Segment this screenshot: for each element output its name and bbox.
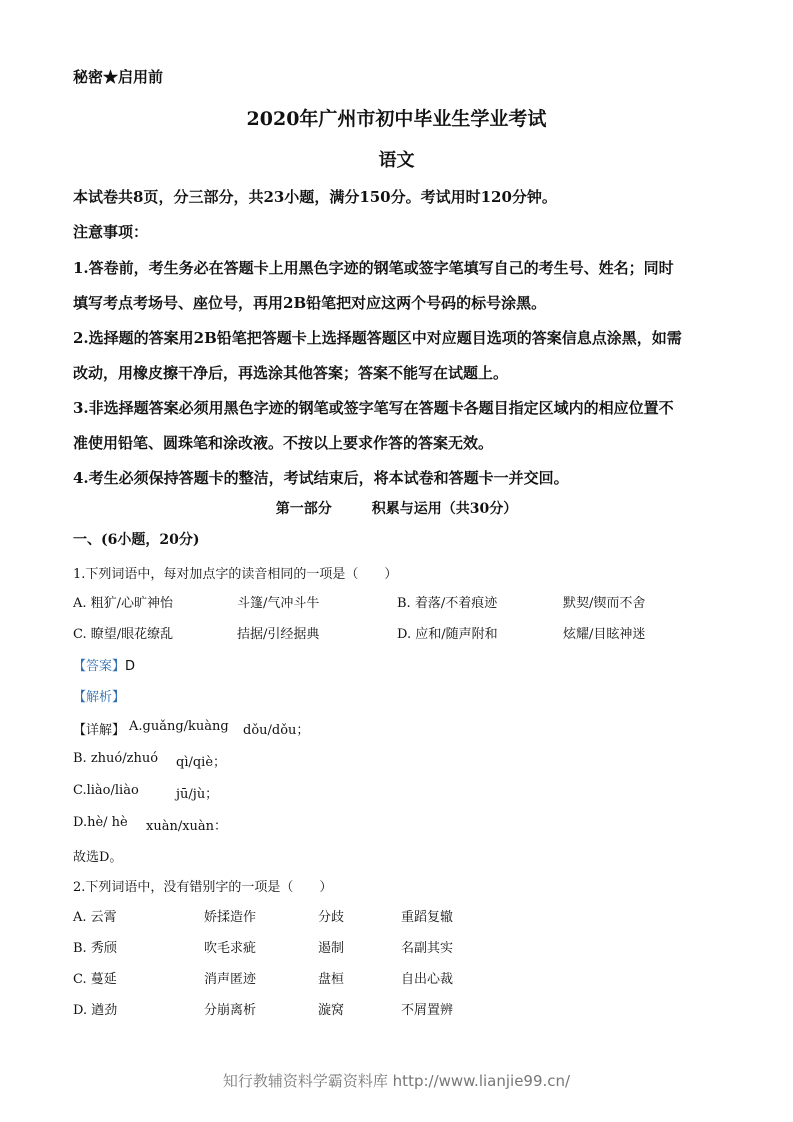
exam-title: 2020年广州市初中毕业生学业考试 <box>246 108 547 130</box>
q1-option-c-word2: 拮据/引经据典 <box>237 627 320 642</box>
detail-pinyin-2: dǒu/dǒu； <box>243 723 310 738</box>
analysis-tag: 【解析】 <box>73 690 126 705</box>
q1-option-b-word2: 默契/锲而不舍 <box>563 596 646 611</box>
secret-label: 秘密★启用前 <box>73 68 164 86</box>
detail-pinyin-1: C.liào/liào <box>73 783 139 798</box>
q1-option-d-word1: D. 应和/随声附和 <box>397 627 498 642</box>
q1-detail-row <box>73 751 473 769</box>
q1-detail-row <box>73 815 473 833</box>
detail-pinyin-1: B. zhuó/zhuó <box>73 751 159 766</box>
q2-option-row <box>73 999 573 1017</box>
detail-pinyin-2: jū/jù； <box>176 787 219 802</box>
detail-pinyin-1: D.hè/ hè <box>73 815 128 830</box>
notice-line: 准使用铅笔、圆珠笔和涂改液。不按以上要求作答的答案无效。 <box>73 434 494 452</box>
q2-option-word3: 漩窝 <box>318 1003 345 1018</box>
footer-watermark: 知行教辅资料学霸资料库 http://www.lianjie99.cn/ <box>222 1072 571 1090</box>
q1-option-d-word2: 炫耀/目眩神迷 <box>563 627 646 642</box>
detail-pinyin-2: xuàn/xuàn： <box>146 819 228 834</box>
q1-detail-row <box>73 719 473 737</box>
q2-option-word2: 消声匿迹 <box>204 972 257 987</box>
q1-conclusion: 故选D。 <box>73 850 123 865</box>
q2-option-word4: 名副其实 <box>401 941 454 956</box>
notice-line: 1.答卷前，考生务必在答题卡上用黑色字迹的钢笔或签字笔填写自己的考生号、姓名；同时 <box>73 259 674 277</box>
q1-option-c-word1: C. 瞭望/眼花缭乱 <box>73 627 174 642</box>
notice-line: 填写考点考场号、座位号，再用2B铅笔把对应这两个号码的标号涂黑。 <box>73 294 547 312</box>
detail-pinyin-1: A.guǎng/kuàng <box>129 719 229 734</box>
q2-option-word4: 重蹈复辙 <box>401 910 454 925</box>
section-heading: 一、(6小题，20分) <box>73 532 200 548</box>
notice-line: 改动，用橡皮擦干净后，再选涂其他答案；答案不能写在试题上。 <box>73 364 509 382</box>
q2-option-word1: D. 遒劲 <box>73 1003 118 1018</box>
question-1-stem: 1.下列词语中，每对加点字的读音相同的一项是（ ） <box>73 567 398 582</box>
q2-option-word2: 分崩离析 <box>204 1003 257 1018</box>
q2-option-word3: 分歧 <box>318 910 345 925</box>
q2-option-row <box>73 968 573 986</box>
q1-option-a-word2: 斗篷/气冲斗牛 <box>237 596 320 611</box>
q2-option-word1: A. 云霄 <box>73 910 117 925</box>
answer-tag: 【答案】 <box>73 659 126 674</box>
part-label: 第一部分 <box>275 501 332 517</box>
exam-intro: 本试卷共8页，分三部分，共23小题，满分150分。考试用时120分钟。 <box>73 188 557 206</box>
q2-option-word3: 盘桓 <box>318 972 345 987</box>
detail-tag: 【详解】 <box>73 723 126 738</box>
q2-option-word4: 不屑置辨 <box>401 1003 454 1018</box>
q1-options-row-2 <box>73 623 723 641</box>
q1-option-a-word1: A. 粗犷/心旷神怡 <box>73 596 174 611</box>
q2-option-row <box>73 906 573 924</box>
q1-detail-row <box>73 783 473 801</box>
part-name: 积累与运用（共30分） <box>371 501 518 517</box>
q1-option-b-word1: B. 着落/不着痕迹 <box>397 596 498 611</box>
q2-option-word2: 娇揉造作 <box>204 910 257 925</box>
q2-option-word1: B. 秀颀 <box>73 941 117 956</box>
q2-option-word1: C. 蔓延 <box>73 972 117 987</box>
notice-heading: 注意事项： <box>73 223 149 241</box>
q2-option-row <box>73 937 573 955</box>
detail-pinyin-2: qì/qiè； <box>176 755 227 770</box>
question-2-stem: 2.下列词语中，没有错别字的一项是（ ） <box>73 880 333 895</box>
notice-line: 2.选择题的答案用2B铅笔把答题卡上选择题答题区中对应题目选项的答案信息点涂黑，如需 <box>73 329 682 347</box>
q2-option-word3: 遏制 <box>318 941 345 956</box>
q2-option-word4: 自出心裁 <box>401 972 454 987</box>
notice-line: 3.非选择题答案必须用黑色字迹的钢笔或签字笔写在答题卡各题目指定区域内的相应位置不 <box>73 399 674 417</box>
q1-answer <box>73 655 135 674</box>
q1-options-row-1 <box>73 592 723 610</box>
part-heading <box>0 498 793 518</box>
answer-value: D <box>125 659 136 674</box>
notice-line: 4.考生必须保持答题卡的整洁，考试结束后，将本试卷和答题卡一并交回。 <box>73 469 569 487</box>
q2-option-word2: 吹毛求疵 <box>204 941 257 956</box>
subject-title: 语文 <box>378 150 415 171</box>
